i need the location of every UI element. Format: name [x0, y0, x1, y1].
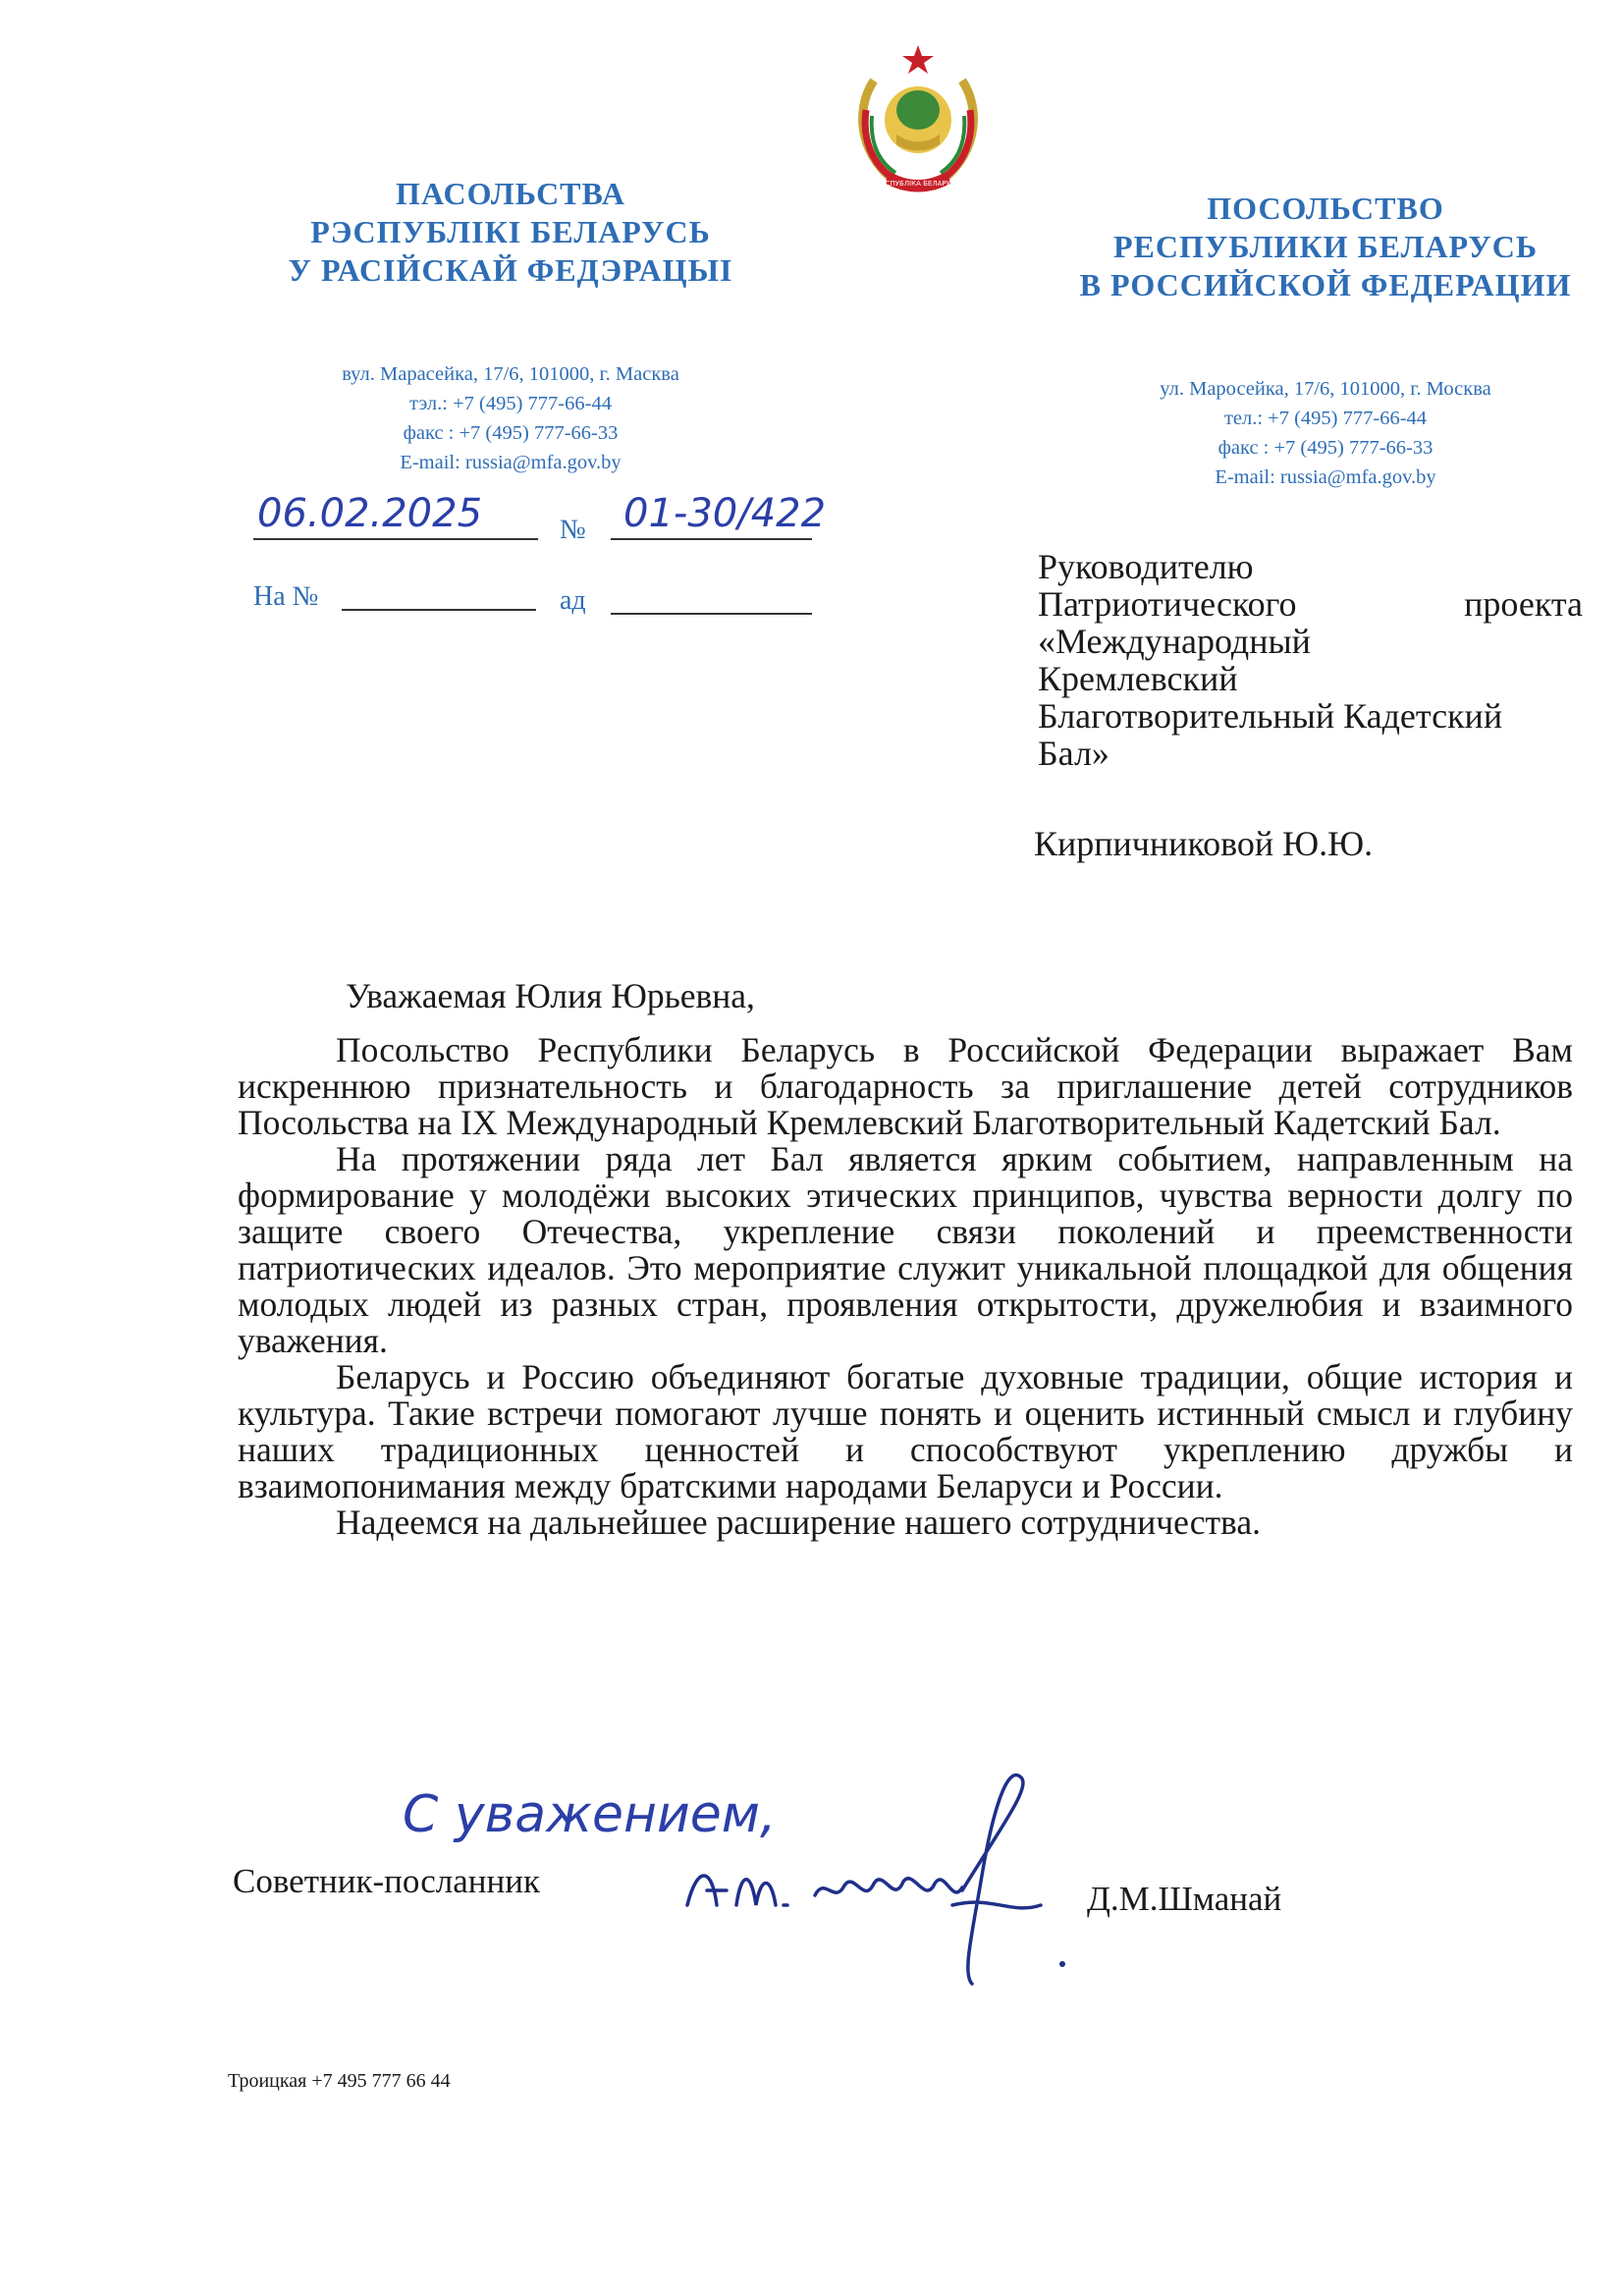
signer-position: Советник-посланник: [233, 1862, 540, 1900]
recipient-line2: [1038, 585, 1583, 623]
registration-number-label: №: [560, 515, 586, 545]
recipient-line6: Бал»: [1038, 734, 1109, 773]
recipient-line4: Кремлевский: [1038, 659, 1238, 698]
paragraph-3: Беларусь и Россию объединяют богатые духовные традиции, общие история и культура. Такие встречи помогают лучше понять и оценить истинный смысл и глубину наших традиционных ценностей и способствуют укреплению дружбы и взаимопонимания между братскими народами Беларуси и России.: [238, 1357, 1573, 1505]
reply-to-label: На №: [253, 581, 319, 612]
address-ru-fax: факс : +7 (495) 777-66-33: [1217, 437, 1434, 459]
paragraph-1: Посольство Республики Беларусь в Российской Федерации выражает Вам искреннюю признательность и благодарность за приглашение детей сотрудников Посольства на IX Международный Кремлевский Благотворительный Кадетский Бал.: [238, 1030, 1573, 1142]
letterhead-by-line2: РЭСПУБЛІКІ БЕЛАРУСЬ: [310, 214, 711, 249]
from-underline: [611, 613, 812, 615]
from-label: ад: [560, 585, 586, 616]
emblem-ribbon-text: РЭСПУБЛІКА БЕЛАРУСЬ: [876, 180, 960, 188]
registration-number: 01-30/422: [623, 491, 827, 536]
date-underline: [253, 538, 538, 540]
recipient-line3: «Международный: [1038, 622, 1311, 661]
handwritten-closing: С уважением,: [403, 1785, 777, 1844]
letterhead-ru-line1: ПОСОЛЬСТВО: [1207, 191, 1444, 226]
letterhead-by: [236, 175, 785, 290]
executor-footer: Троицкая +7 495 777 66 44: [228, 2070, 451, 2092]
address-by-phone: тэл.: +7 (495) 777-66-44: [409, 393, 612, 414]
signature: [668, 1758, 1100, 1994]
address-ru-phone: тел.: +7 (495) 777-66-44: [1223, 408, 1428, 429]
recipient-line2b: проекта: [1464, 584, 1583, 624]
address-ru: [1095, 374, 1556, 492]
recipient-block: [1038, 548, 1583, 772]
recipient-line1: Руководителю: [1038, 547, 1254, 586]
salutation: Уважаемая Юлия Юрьевна,: [346, 976, 755, 1015]
recipient-name: Кирпичниковой Ю.Ю.: [1034, 824, 1374, 863]
address-ru-street: ул. Маросейка, 17/6, 101000, г. Москва: [1160, 378, 1491, 400]
reply-to-underline: [342, 609, 536, 611]
recipient-line2a: Патриотического: [1038, 584, 1297, 624]
address-by-email: E-mail: russia@mfa.gov.by: [400, 452, 622, 473]
state-emblem: [844, 41, 992, 198]
letter-body: [238, 978, 1573, 1541]
letterhead-ru: [1041, 190, 1610, 304]
recipient-line5: Благотворительный Кадетский: [1038, 696, 1503, 736]
paragraph-4: Надеемся на дальнейшее расширение нашего сотрудничества.: [336, 1503, 1261, 1542]
letterhead-by-line3: У РАСІЙСКАЙ ФЕДЭРАЦЫІ: [288, 252, 733, 288]
registration-date: 06.02.2025: [257, 491, 483, 536]
address-by: [280, 359, 741, 477]
address-by-fax: факс : +7 (495) 777-66-33: [403, 422, 619, 444]
letterhead-ru-line2: РЕСПУБЛИКИ БЕЛАРУСЬ: [1112, 229, 1539, 264]
address-by-street: вул. Марасейка, 17/6, 101000, г. Масква: [342, 363, 679, 385]
signer-name: Д.М.Шманай: [1087, 1880, 1282, 1918]
number-underline: [611, 538, 812, 540]
paragraph-2: На протяжении ряда лет Бал является ярким событием, направленным на формирование у молодёжи высоких этических принципов, чувства верности долгу по защите своего Отечества, укрепление связи поколений и преемственности патриотических идеалов. Это мероприятие служит уникальной площадкой для общения молодых людей из разных стран, проявления открытости, дружелюбия и взаимного уважения.: [238, 1139, 1573, 1360]
address-ru-email: E-mail: russia@mfa.gov.by: [1215, 466, 1436, 488]
letterhead-by-line1: ПАСОЛЬСТВА: [396, 176, 625, 211]
letterhead-ru-line3: В РОССИЙСКОЙ ФЕДЕРАЦИИ: [1079, 267, 1572, 302]
